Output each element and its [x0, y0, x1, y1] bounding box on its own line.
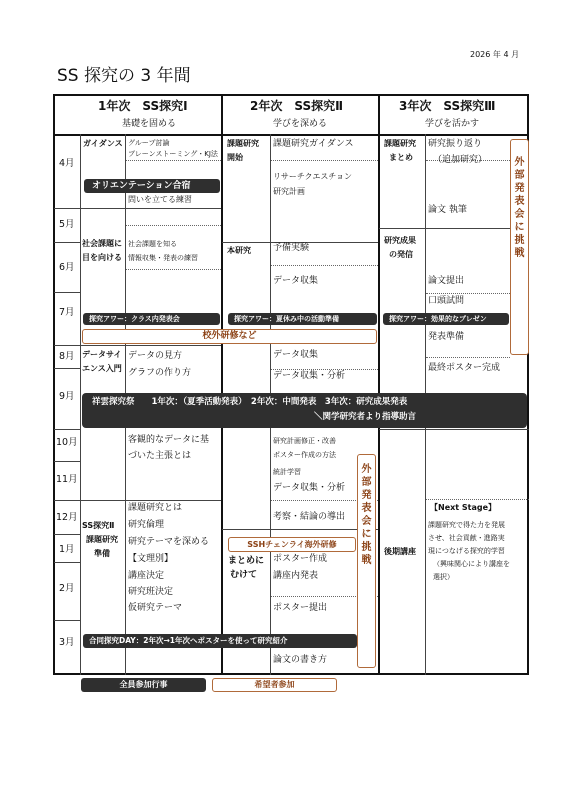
y3-results-label: の発信 — [389, 250, 413, 259]
y2-main-label: 本研究 — [227, 246, 251, 255]
y2-autumn-item: ポスター作成の方法 — [273, 451, 336, 459]
y2-summary-label: まとめに — [228, 556, 265, 566]
y3-next-text: 選択） — [433, 573, 454, 581]
y3-late-label: 後期講座 — [384, 547, 416, 556]
col-divider-2 — [378, 94, 380, 675]
y3-matome-item: 研究振り返り — [428, 139, 483, 149]
y1-data-label: データサイ — [82, 350, 122, 359]
orientation-camp-bar: オリエンテーション合宿 — [84, 179, 220, 193]
festival-bar-line2: ＼関学研究者より指導助言 — [314, 412, 417, 422]
y3-matome-item: （追加研究） — [433, 155, 488, 165]
month-label: 6月 — [59, 262, 75, 273]
y3-after-item: 最終ポスター完成 — [428, 363, 501, 373]
month-label: 4月 — [59, 158, 75, 169]
y3-after-item: 発表準備 — [428, 332, 465, 342]
y1-data-label: エンス入門 — [82, 364, 122, 373]
y2-external-presentation-box — [357, 454, 376, 668]
y1-social-item: 社会課題を知る — [128, 240, 177, 248]
y2-autumn-item: 考察・結論の導出 — [273, 512, 346, 522]
y2-autumn-item: 統計学習 — [273, 468, 301, 476]
month-label: 11月 — [56, 474, 78, 485]
y1-prep-label: 準備 — [94, 549, 110, 558]
legend-all-participants: 全員参加行事 — [81, 678, 206, 692]
y3-results-item: 論文提出 — [428, 276, 465, 286]
y1-prep-item: 研究倫理 — [128, 520, 165, 530]
header-y2-title: 2年次 SS探究Ⅱ — [250, 99, 344, 113]
y1-prep-label: SS探究Ⅱ — [82, 521, 115, 530]
y2-kadai-item: リサーチクエスチョン — [273, 172, 352, 181]
y2-aug-item: データ収集 — [273, 350, 319, 360]
y3-external-presentation-text: 外部発表会に挑戦 — [514, 157, 525, 259]
header-y1-sub: 基礎を固める — [122, 119, 177, 129]
joint-inquiry-day-bar: 合同探究DAY：2年次→1年次へポスターを使って研究紹介 — [83, 634, 357, 648]
y1-guidance-label: ガイダンス — [83, 139, 123, 148]
y2-autumn-item: データ収集・分析 — [273, 483, 346, 493]
ssh-overseas-box: SSHチェンライ海外研修 — [228, 537, 356, 552]
y1-prep-item: 【文理別】 — [128, 554, 174, 564]
month-label: 1月 — [59, 544, 75, 555]
month-label: 9月 — [59, 391, 75, 402]
festival-bar-line1: 祥雲探究祭 1年次：（夏季活動発表） 2年次：中間発表 3年次：研究成果発表 — [92, 397, 408, 407]
y2-summary-label: むけて — [230, 570, 258, 580]
y2-main-item: 予備実験 — [273, 243, 310, 253]
y2-summary-item: 論文の書き方 — [273, 655, 328, 665]
y2-autumn-item: 研究計画修正・改善 — [273, 437, 336, 445]
y3-matome-item: 論文 執筆 — [428, 205, 467, 215]
month-label: 7月 — [59, 307, 75, 318]
y3-tower-bar: 探究アワー：効果的なプレゼン — [383, 313, 509, 325]
header-y3-title: 3年次 SS探究Ⅲ — [399, 99, 496, 113]
y3-matome-label: まとめ — [389, 153, 413, 162]
y1-prep-item: 課題研究とは — [128, 503, 183, 513]
month-label: 5月 — [59, 219, 75, 230]
y3-results-label: 研究成果 — [384, 236, 416, 245]
month-label: 2月 — [59, 583, 75, 594]
y3-next-text: 現につなげる探究的学習 — [428, 547, 505, 555]
y2-main-item: データ収集 — [273, 276, 319, 286]
y1-critical-text: づいた主張とは — [128, 451, 192, 461]
page-title: SS 探究の 3 年間 — [57, 66, 191, 86]
header-y2-sub: 学びを深める — [273, 119, 328, 129]
y1-social-label: 社会課題に — [82, 239, 122, 248]
y2-summary-item: ポスター作成 — [273, 554, 328, 564]
y2-kadai-item: 課題研究ガイダンス — [273, 139, 354, 149]
y3-next-title: 【Next Stage】 — [430, 503, 497, 512]
y3-next-text: させ、社会貢献・進路実 — [428, 534, 505, 542]
date-label: 2026 年 4 月 — [470, 50, 520, 59]
y2-external-presentation-text: 外部発表会に挑戦 — [361, 464, 372, 566]
y2-kadai-label: 課題研究 — [227, 139, 259, 148]
y1-question-practice: 問いを立てる練習 — [128, 195, 192, 204]
y2-aug-item: データ収集・分析 — [273, 371, 346, 381]
month-label: 8月 — [59, 351, 75, 362]
y1-tower-bar: 探究アワー：クラス内発表会 — [83, 313, 220, 325]
header-y3-sub: 学びを活かす — [425, 119, 480, 129]
y1-prep-item: 仮研究テーマ — [128, 603, 183, 613]
y1-data-item: データの見方 — [128, 351, 183, 361]
y3-matome-label: 課題研究 — [384, 139, 416, 148]
y1-guidance-item: ブレーンストーミング・KJ法 — [128, 150, 218, 158]
y3-next-text: 課題研究で得た力を発展 — [428, 521, 505, 529]
y1-data-item: グラフの作り方 — [128, 368, 192, 378]
month-label: 3月 — [59, 637, 75, 648]
col-divider-1 — [221, 94, 223, 675]
y1-social-label: 目を向ける — [82, 253, 122, 262]
y3-external-presentation-box — [510, 139, 529, 355]
y1-prep-item: 研究班決定 — [128, 587, 174, 597]
festival-bar — [82, 393, 527, 428]
y3-results-item: 口頭試問 — [428, 296, 465, 306]
y2-summary-item: ポスター提出 — [273, 603, 328, 613]
y1-social-item: 情報収集・発表の練習 — [128, 254, 198, 262]
y2-off-campus-box: 校外研修など — [82, 329, 377, 344]
y1-prep-label: 課題研究 — [86, 535, 118, 544]
y1-critical-text: 客観的なデータに基 — [128, 435, 210, 445]
month-label: 10月 — [56, 437, 78, 448]
y2-tower-bar: 探究アワー：夏休み中の活動準備 — [228, 313, 377, 325]
y2-kadai-label: 開始 — [227, 153, 243, 162]
y1-prep-item: 講座決定 — [128, 571, 165, 581]
header-y1-title: 1年次 SS探究Ⅰ — [98, 99, 188, 113]
month-column-border — [80, 134, 81, 675]
month-label: 12月 — [56, 512, 78, 523]
legend-optional-participants: 希望者参加 — [212, 678, 337, 692]
y3-next-text: （興味関心により講座を — [433, 560, 510, 568]
y1-prep-item: 研究テーマを深める — [128, 537, 210, 547]
y1-guidance-item: グループ討論 — [128, 139, 170, 147]
y2-kadai-item: 研究計画 — [273, 187, 305, 196]
y2-summary-item: 講座内発表 — [273, 571, 319, 581]
